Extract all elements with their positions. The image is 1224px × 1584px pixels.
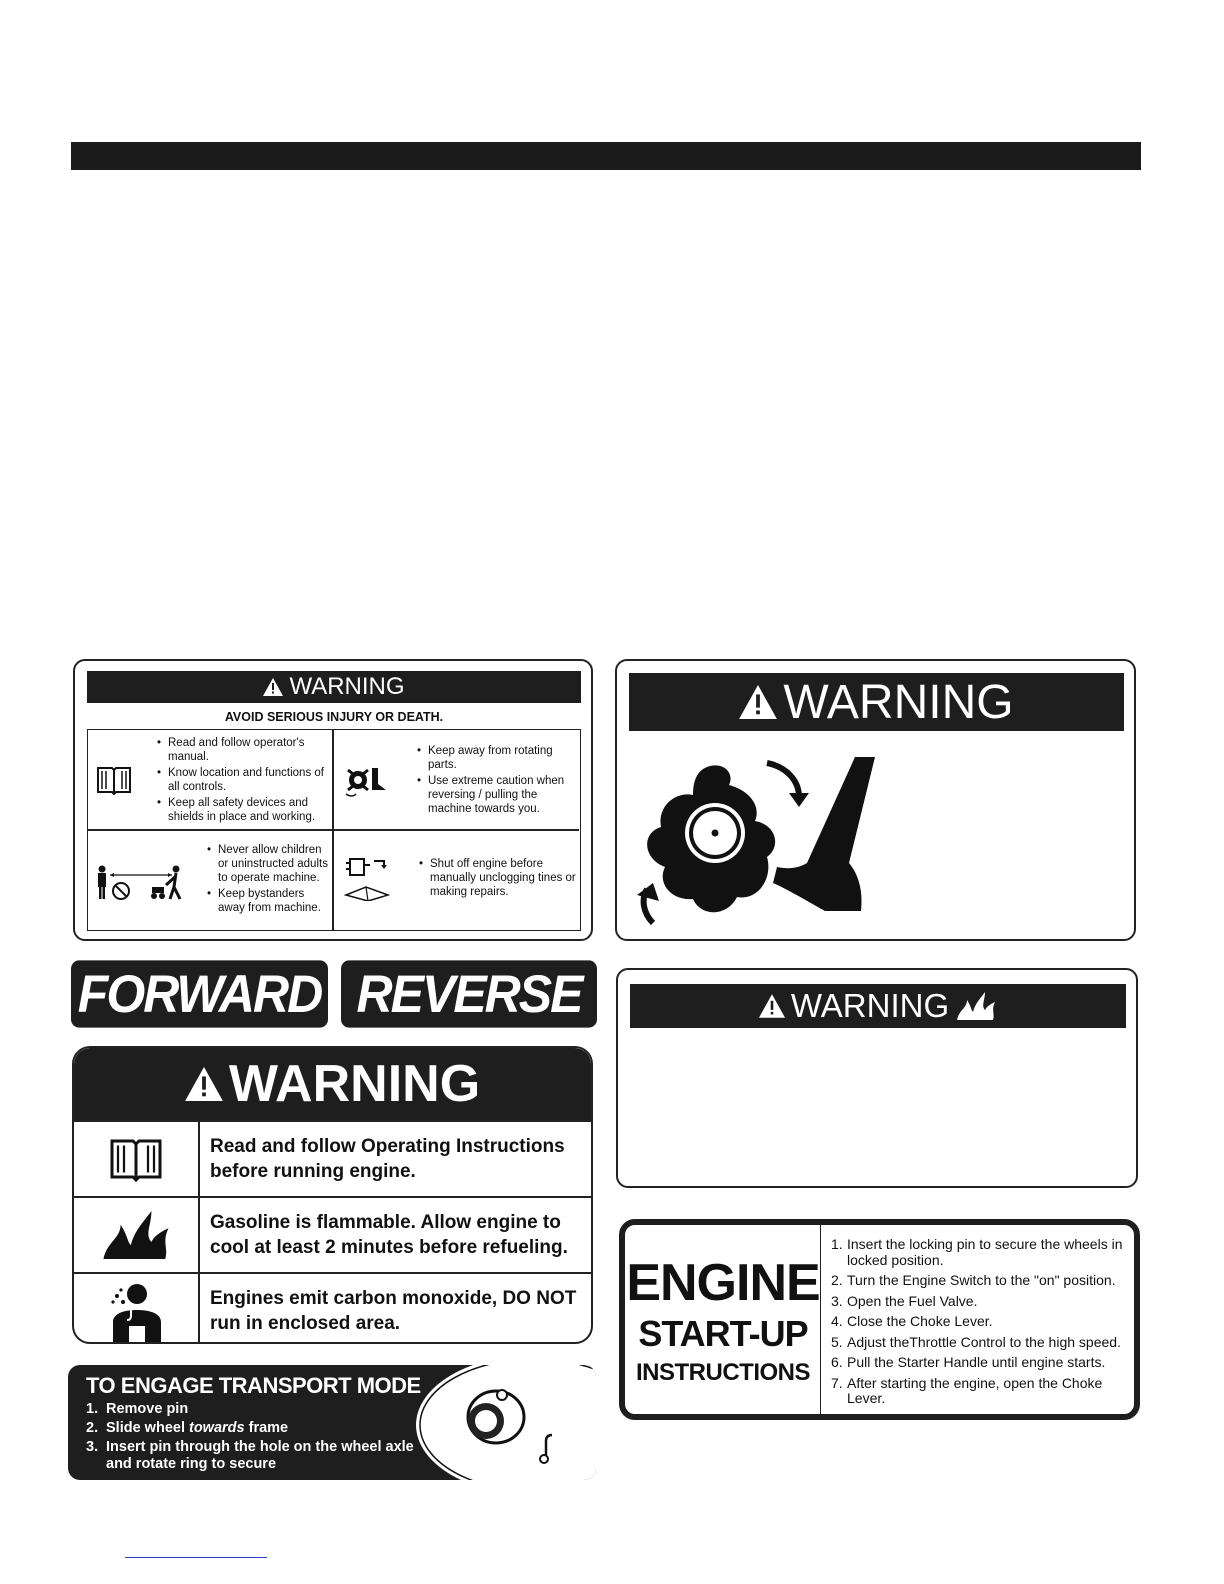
step-number: 1. (831, 1236, 843, 1252)
transport-mode-decal (68, 1365, 596, 1480)
engine-step (831, 1376, 1131, 1407)
step-text: After starting the engine, open the Choke Lever. (847, 1374, 1103, 1406)
step-text: Open the Fuel Valve. (847, 1292, 978, 1309)
transport-step (86, 1439, 426, 1473)
step-number: 1. (86, 1401, 99, 1417)
warning-label-fire (616, 968, 1138, 1188)
step-text: frame (244, 1420, 289, 1436)
warning-cell-rotating (334, 730, 580, 829)
manual-book-icon (96, 764, 132, 796)
warning-cell-shutoff (334, 831, 580, 930)
warning-row (74, 1196, 591, 1272)
step-number: 3. (831, 1292, 843, 1309)
warning-triangle-icon (739, 685, 777, 719)
warning-row-text: Engines emit carbon monoxide, DO NOT run in enclosed area. (210, 1288, 577, 1334)
engine-step (831, 1294, 1131, 1310)
warning-triangle-icon (185, 1067, 223, 1101)
bullet-text: • Use extreme caution when reversing / pulling the machine towards you. (428, 774, 576, 816)
warning-row-icon-cell (74, 1122, 200, 1196)
warning-header (629, 673, 1124, 731)
step-number: 2. (86, 1420, 99, 1436)
step-text: Insert pin through the hole on the wheel axle and rotate ring to secure (106, 1439, 414, 1472)
fire-icon (955, 990, 997, 1022)
step-text: Pull the Starter Handle until engine starts. (847, 1354, 1106, 1370)
warning-header-text: WARNING (790, 987, 950, 1024)
engine-title-3: INSTRUCTIONS (636, 1359, 810, 1386)
bullet-text: • Keep bystanders away from machine. (218, 887, 330, 915)
tine-foot-hazard-icon (627, 751, 877, 931)
reverse-decal (341, 960, 597, 1027)
warning-label-general (73, 659, 593, 941)
transport-step (86, 1420, 426, 1437)
engine-step (831, 1355, 1131, 1371)
engine-steps-list (831, 1237, 1131, 1412)
shut-off-engine-icon (344, 855, 390, 901)
warning-row (74, 1120, 591, 1196)
footer-link-underline[interactable] (125, 1557, 267, 1558)
bystanders-distance-icon (96, 861, 186, 903)
warning-header-text: WARNING (289, 673, 405, 700)
engine-startup-decal (619, 1219, 1140, 1420)
warning-label-engine (72, 1046, 593, 1344)
warning-row-icon-cell (74, 1198, 200, 1272)
warning-cell-bystanders (88, 831, 332, 930)
warning-row-text: Gasoline is flammable. Allow engine to cool at least 2 minutes before refueling. (210, 1212, 568, 1258)
warning-triangle-icon (263, 678, 283, 696)
fire-icon (100, 1205, 172, 1265)
engine-title-block (625, 1225, 821, 1414)
step-text: Insert the locking pin to secure the wheels in locked position. (847, 1236, 1123, 1268)
warning-grid (87, 729, 581, 931)
engine-step (831, 1237, 1131, 1268)
bullet-text: • Shut off engine before manually unclogging tines or making repairs. (430, 857, 576, 899)
warning-header (74, 1048, 591, 1120)
step-emphasis: towards (189, 1420, 245, 1436)
rotating-tines-foot-icon (344, 760, 388, 800)
step-text: Close the Choke Lever. (847, 1313, 993, 1329)
step-number: 2. (831, 1272, 843, 1288)
step-number: 6. (831, 1354, 843, 1370)
step-number: 3. (86, 1439, 99, 1455)
step-text: Remove pin (106, 1401, 189, 1417)
engine-step (831, 1314, 1131, 1330)
engine-step (831, 1273, 1131, 1289)
engine-step (831, 1335, 1131, 1351)
carbon-monoxide-icon (101, 1280, 171, 1342)
wheel-pin-icon (416, 1365, 596, 1480)
bullet-text: • Keep all safety devices and shields in place and working. (168, 796, 328, 824)
section-header-bar (71, 142, 1141, 170)
step-text: Adjust theThrottle Control to the high speed. (847, 1333, 1121, 1350)
forward-text: FORWARD (77, 964, 322, 1024)
warning-subheader: AVOID SERIOUS INJURY OR DEATH. (224, 710, 444, 724)
step-number: 5. (831, 1333, 843, 1350)
step-text: Turn the Engine Switch to the "on" position. (847, 1272, 1116, 1288)
warning-label-tines (615, 659, 1136, 941)
warning-row (74, 1272, 591, 1344)
warning-header-text: WARNING (228, 1055, 481, 1113)
manual-book-icon (106, 1135, 166, 1183)
step-text: Slide wheel (106, 1420, 189, 1436)
warning-header (630, 984, 1126, 1028)
engine-title-1: ENGINE (626, 1254, 820, 1312)
warning-row-icon-cell (74, 1274, 200, 1344)
transport-title: TO ENGAGE TRANSPORT MODE (86, 1373, 421, 1398)
bullet-text: • Keep away from rotating parts. (428, 744, 576, 772)
bullet-text: • Read and follow operator's manual. (168, 736, 328, 764)
forward-decal (71, 960, 328, 1027)
step-number: 4. (831, 1313, 843, 1329)
step-number: 7. (831, 1374, 843, 1391)
warning-triangle-icon (759, 994, 785, 1018)
transport-step (86, 1401, 426, 1418)
bullet-text: • Never allow children or uninstructed adults to operate machine. (218, 843, 330, 885)
warning-header (87, 671, 581, 703)
warning-header-text: WARNING (783, 675, 1014, 729)
warning-cell-manual (88, 730, 332, 829)
bullet-text: • Know location and functions of all controls. (168, 766, 328, 794)
warning-row-text: Read and follow Operating Instructions before running engine. (210, 1136, 565, 1182)
reverse-text: REVERSE (356, 964, 582, 1024)
engine-title-2: START-UP (638, 1313, 808, 1354)
